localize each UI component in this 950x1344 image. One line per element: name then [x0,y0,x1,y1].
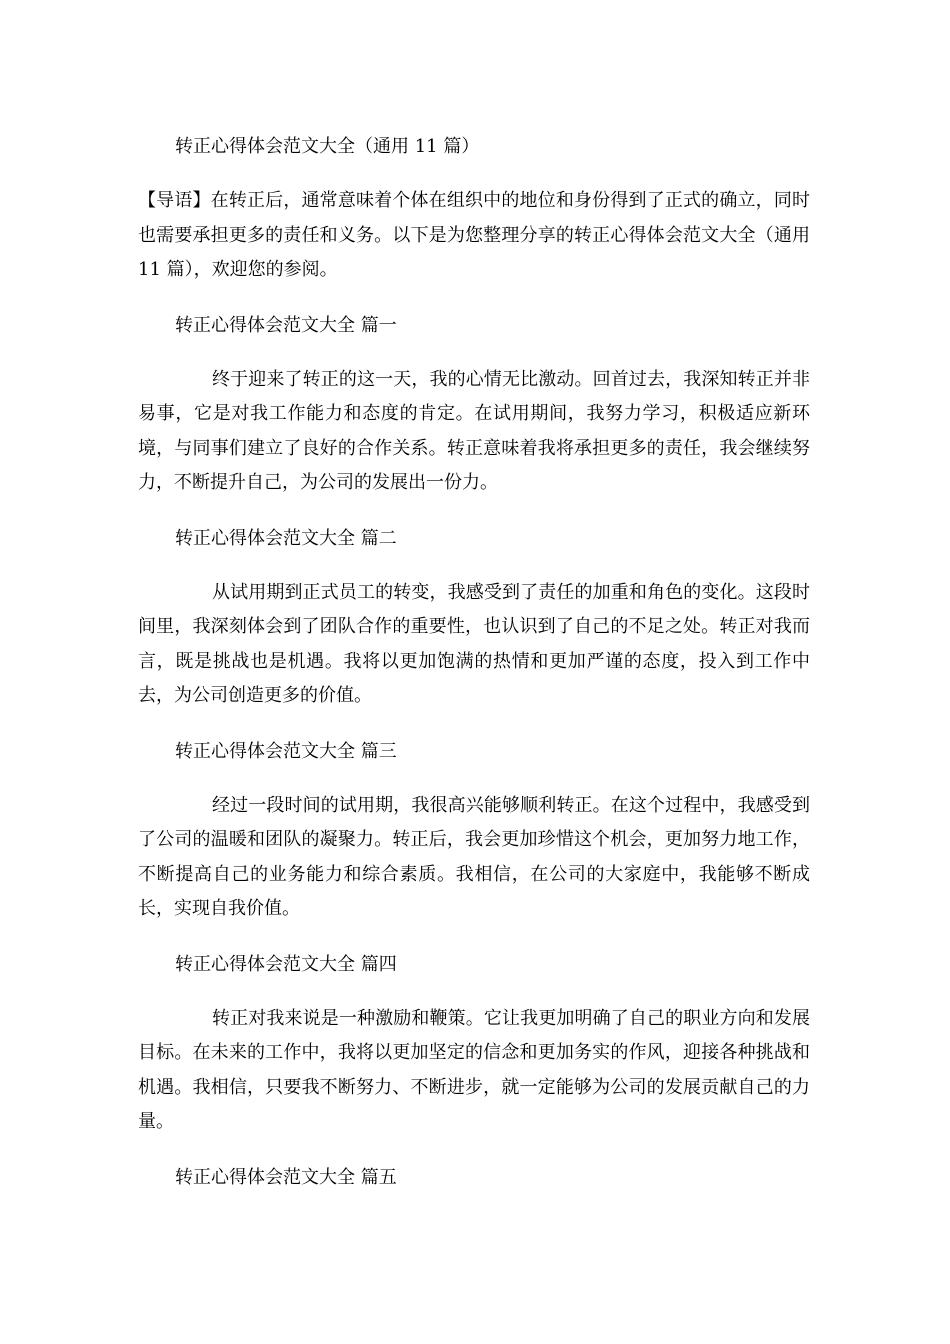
section-body-4: 转正对我来说是一种激励和鞭策。它让我更加明确了自己的职业方向和发展目标。在未来的工作中，我将以更加坚定的信念和更加务实的作风，迎接各种挑战和机遇。我相信，只要我不断努力、不断进步，就一定能够为公司的发展贡献自己的力量。 [138,1007,810,1132]
intro-paragraph: 【导语】在转正后，通常意味着个体在组织中的地位和身份得到了正式的确立，同时也需要承担更多的责任和义务。以下是为您整理分享的转正心得体会范文大全（通用 11 篇），欢迎您的参阅。 [138,190,810,280]
section-body-3: 经过一段时间的试用期，我很高兴能够顺利转正。在这个过程中，我感受到了公司的温暖和团队的凝聚力。转正后，我会更加珍惜这个机会，更加努力地工作，不断提高自己的业务能力和综合素质。我相信，在公司的大家庭中，我能够不断成长，实现自我价值。 [138,794,810,919]
section-heading-1: 转正心得体会范文大全 篇一 [175,314,397,336]
section-body-1: 终于迎来了转正的这一天，我的心情无比激动。回首过去，我深知转正并非易事，它是对我工作能力和态度的肯定。在试用期间，我努力学习，积极适应新环境，与同事们建立了良好的合作关系。转正意味着我将承担更多的责任，我会继续努力，不断提升自己，为公司的发展出一份力。 [138,368,810,493]
section-body-2: 从试用期到正式员工的转变，我感受到了责任的加重和角色的变化。这段时间里，我深刻体会到了团队合作的重要性，也认识到了自己的不足之处。转正对我而言，既是挑战也是机遇。我将以更加饱满的热情和更加严谨的态度，投入到工作中去，为公司创造更多的价值。 [138,581,810,706]
section-heading-2: 转正心得体会范文大全 篇二 [175,527,397,549]
section-heading-4: 转正心得体会范文大全 篇四 [175,953,397,975]
document-title: 转正心得体会范文大全（通用 11 篇） [175,136,480,157]
document-page [138,128,810,1215]
section-heading-5: 转正心得体会范文大全 篇五 [175,1166,397,1188]
section-heading-3: 转正心得体会范文大全 篇三 [175,740,397,762]
